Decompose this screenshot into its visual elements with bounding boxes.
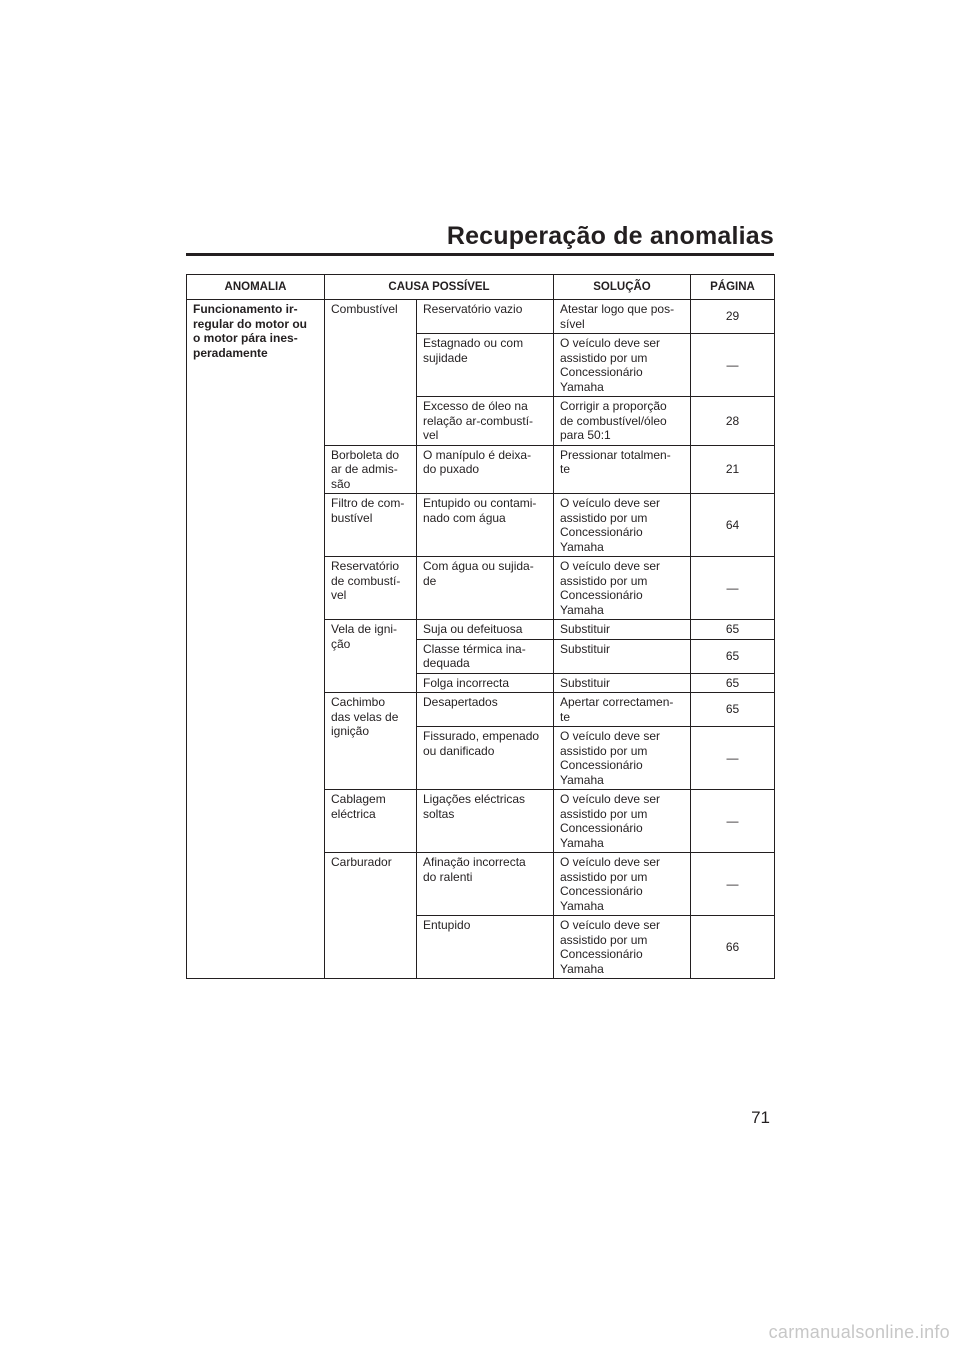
page-ref-cell: 21 (691, 445, 775, 494)
solution-cell: O veículo deve ser assistido por um Concessionário Yamaha (554, 334, 691, 397)
detail-cell: Excesso de óleo na relação ar-combustí- vel (417, 397, 554, 446)
cause-cell: Reservatório de combustí- vel (325, 557, 417, 620)
page-ref-cell: — (691, 557, 775, 620)
table-header-row (187, 275, 775, 300)
detail-cell: Entupido ou contami- nado com água (417, 494, 554, 557)
detail-cell: Ligações eléctricas soltas (417, 790, 554, 853)
detail-cell: Classe térmica ina- dequada (417, 639, 554, 673)
solution-cell: Apertar correctamen- te (554, 693, 691, 727)
detail-cell: Desapertados (417, 693, 554, 727)
table-row (187, 300, 775, 334)
cause-cell: Borboleta do ar de admis- são (325, 445, 417, 494)
solution-cell: O veículo deve ser assistido por um Concessionário Yamaha (554, 557, 691, 620)
solution-cell: Substituir (554, 620, 691, 640)
page-ref-cell: — (691, 853, 775, 916)
page-ref-cell: — (691, 727, 775, 790)
anomalia-cell: Funcionamento ir- regular do motor ou o motor pára ines- peradamente (187, 300, 325, 979)
solution-cell: Substituir (554, 673, 691, 693)
header-causa-possivel: CAUSA POSSÍVEL (325, 275, 554, 300)
page-ref-cell: 64 (691, 494, 775, 557)
solution-cell: O veículo deve ser assistido por um Concessionário Yamaha (554, 853, 691, 916)
page-ref-cell: — (691, 334, 775, 397)
title-rule (186, 253, 774, 256)
detail-cell: Entupido (417, 916, 554, 979)
page-title: Recuperação de anomalias (446, 222, 774, 250)
detail-cell: Fissurado, empenado ou danificado (417, 727, 554, 790)
page-ref-cell: 28 (691, 397, 775, 446)
solution-cell: O veículo deve ser assistido por um Concessionário Yamaha (554, 790, 691, 853)
cause-cell: Carburador (325, 853, 417, 979)
cause-cell: Cablagem eléctrica (325, 790, 417, 853)
solution-cell: O veículo deve ser assistido por um Concessionário Yamaha (554, 727, 691, 790)
detail-cell: Reservatório vazio (417, 300, 554, 334)
table-body (187, 300, 775, 979)
page-number: 71 (751, 1108, 770, 1127)
page-ref-cell: — (691, 790, 775, 853)
solution-cell: O veículo deve ser assistido por um Concessionário Yamaha (554, 916, 691, 979)
detail-cell: O manípulo é deixa- do puxado (417, 445, 554, 494)
header-pagina: PÁGINA (691, 275, 775, 300)
page-ref-cell: 65 (691, 620, 775, 640)
detail-cell: Estagnado ou com sujidade (417, 334, 554, 397)
solution-cell: Corrigir a proporção de combustível/óleo para 50:1 (554, 397, 691, 446)
cause-cell: Combustível (325, 300, 417, 446)
page-ref-cell: 65 (691, 639, 775, 673)
page-ref-cell: 66 (691, 916, 775, 979)
solution-cell: Atestar logo que pos- sível (554, 300, 691, 334)
header-anomalia: ANOMALIA (187, 275, 325, 300)
cause-cell: Cachimbo das velas de ignição (325, 693, 417, 790)
detail-cell: Folga incorrecta (417, 673, 554, 693)
detail-cell: Suja ou defeituosa (417, 620, 554, 640)
troubleshooting-table (186, 274, 775, 979)
solution-cell: Pressionar totalmen- te (554, 445, 691, 494)
detail-cell: Com água ou sujida- de (417, 557, 554, 620)
watermark: carmanualsonline.info (768, 1322, 950, 1342)
detail-cell: Afinação incorrecta do ralenti (417, 853, 554, 916)
page-ref-cell: 29 (691, 300, 775, 334)
solution-cell: O veículo deve ser assistido por um Concessionário Yamaha (554, 494, 691, 557)
header-solucao: SOLUÇÃO (554, 275, 691, 300)
page-ref-cell: 65 (691, 693, 775, 727)
page-ref-cell: 65 (691, 673, 775, 693)
cause-cell: Filtro de com- bustível (325, 494, 417, 557)
cause-cell: Vela de igni- ção (325, 620, 417, 693)
solution-cell: Substituir (554, 639, 691, 673)
